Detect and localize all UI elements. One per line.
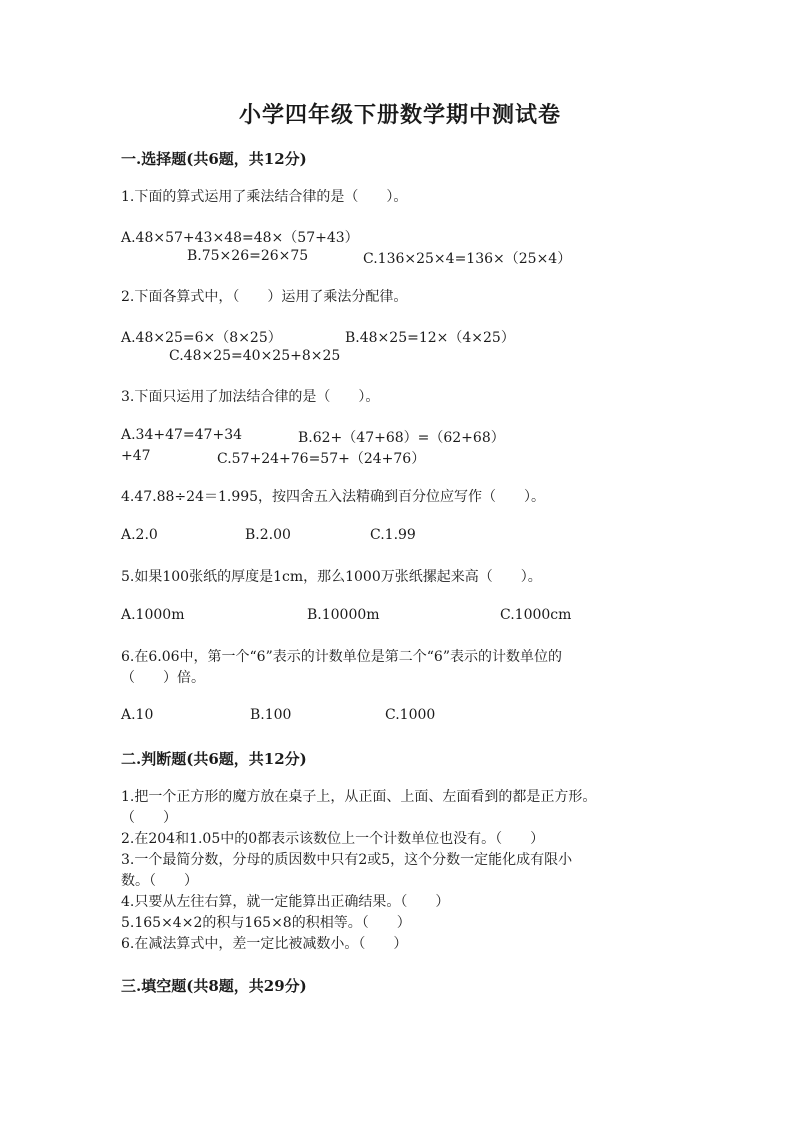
question-1: 1.下面的算式运用了乘法结合律的是（ ）。 xyxy=(121,189,408,205)
q4-option-a: A.2.0 xyxy=(121,527,158,543)
q3-option-b: B.62+（47+68）=（62+68） xyxy=(298,430,505,446)
q4-option-c: C.1.99 xyxy=(370,527,416,543)
question-3: 3.下面只运用了加法结合律的是（ ）。 xyxy=(121,389,380,405)
q4-option-b: B.2.00 xyxy=(245,527,291,543)
section-heading-choice: 一.选择题(共6题，共12分) xyxy=(121,150,307,168)
question-6-line-1: 6.在6.06中，第一个“6”表示的计数单位是第二个“6”表示的计数单位的 xyxy=(121,649,562,665)
q2-option-a: A.48×25=6×（8×25） xyxy=(121,330,282,346)
q1-option-b: B.75×26=26×75 xyxy=(187,248,309,264)
exam-title: 小学四年级下册数学期中测试卷 xyxy=(238,102,561,128)
q1-option-c: C.136×25×4=136×（25×4） xyxy=(363,251,572,267)
section-heading-fill-in: 三.填空题(共8题，共29分) xyxy=(121,977,307,995)
q3-option-b-continued: +47 xyxy=(121,448,151,464)
q6-option-a: A.10 xyxy=(121,707,154,723)
tf-item-3-continued: 数。（ ） xyxy=(121,873,198,889)
q5-option-b: B.10000m xyxy=(307,607,380,623)
question-2: 2.下面各算式中，（ ）运用了乘法分配律。 xyxy=(121,289,408,305)
tf-item-1: 1.把一个正方形的魔方放在桌子上，从正面、上面、左面看到的都是正方形。 xyxy=(121,789,597,805)
tf-item-4: 4.只要从左往右算，就一定能算出正确结果。（ ） xyxy=(121,894,450,910)
q2-option-b: B.48×25=12×（4×25） xyxy=(345,330,515,346)
tf-item-5: 5.165×4×2的积与165×8的积相等。（ ） xyxy=(121,915,411,931)
q3-option-c: C.57+24+76=57+（24+76） xyxy=(217,451,426,467)
q5-option-a: A.1000m xyxy=(121,607,185,623)
tf-item-6: 6.在减法算式中，差一定比被减数小。（ ） xyxy=(121,936,408,952)
q1-option-a: A.48×57+43×48=48×（57+43） xyxy=(121,230,359,246)
q5-option-c: C.1000cm xyxy=(500,607,572,623)
q2-option-c: C.48×25=40×25+8×25 xyxy=(169,348,341,364)
tf-item-3: 3.一个最简分数，分母的质因数中只有2或5，这个分数一定能化成有限小 xyxy=(121,852,573,868)
question-6-line-2: （ ）倍。 xyxy=(121,670,205,686)
q6-option-c: C.1000 xyxy=(385,707,436,723)
tf-item-1-blank: （ ） xyxy=(121,810,177,826)
q3-option-a: A.34+47=47+34 xyxy=(121,427,243,443)
question-4: 4.47.88÷24＝1.995，按四舍五入法精确到百分位应写作（ ）。 xyxy=(121,489,546,505)
section-heading-true-false: 二.判断题(共6题，共12分) xyxy=(121,750,307,768)
question-5: 5.如果100张纸的厚度是1cm，那么1000万张纸摞起来高（ ）。 xyxy=(121,569,542,585)
q6-option-b: B.100 xyxy=(250,707,292,723)
tf-item-2: 2.在204和1.05中的0都表示该数位上一个计数单位也没有。（ ） xyxy=(121,831,545,847)
